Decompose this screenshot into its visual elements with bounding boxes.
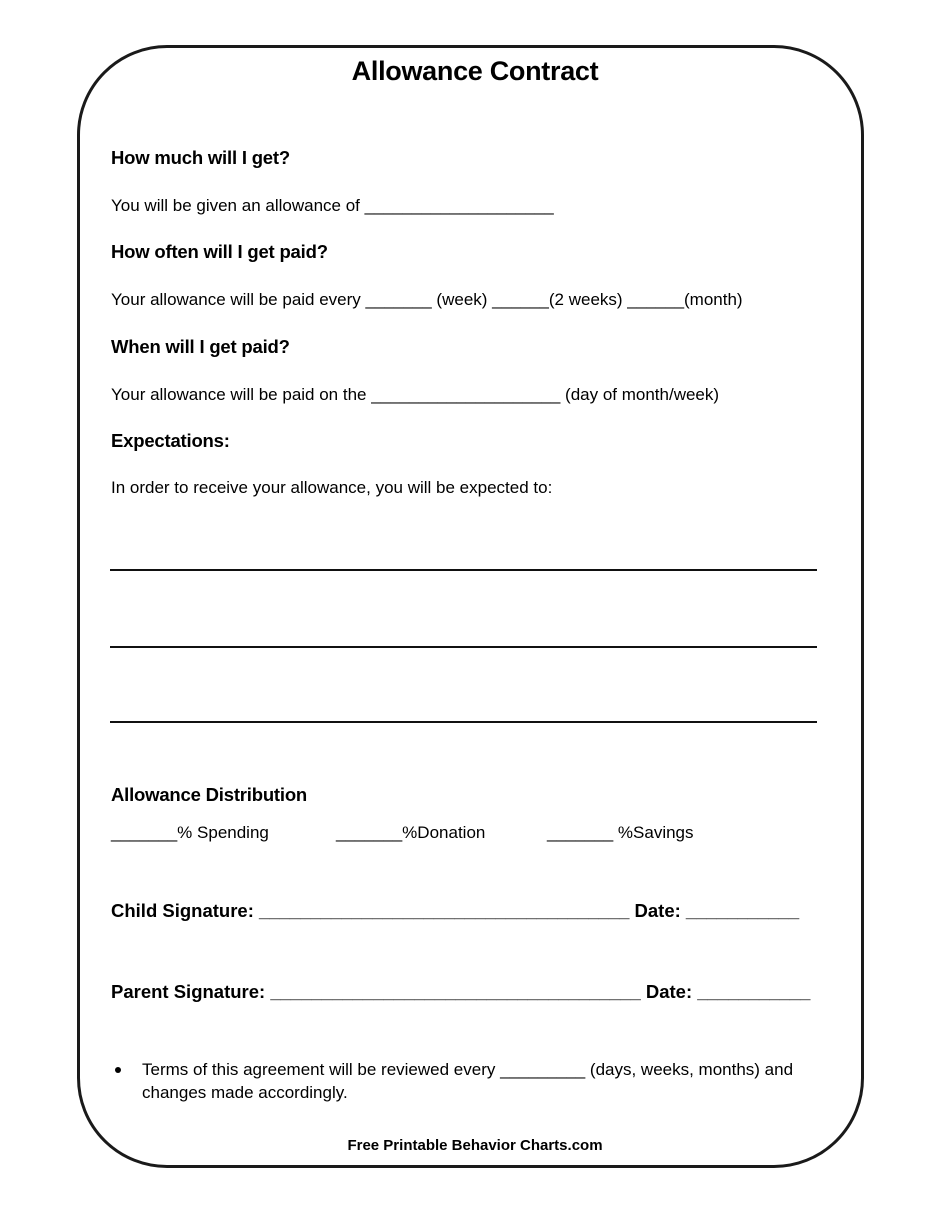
child-signature-line: Child Signature: ____________________________________ Date: ___________ bbox=[111, 900, 800, 921]
expectation-line-3[interactable] bbox=[110, 721, 817, 723]
heading-expectations: Expectations: bbox=[111, 430, 230, 451]
spending-percent: _______% Spending bbox=[111, 823, 269, 842]
heading-how-often: How often will I get paid? bbox=[111, 241, 328, 262]
expectations-intro: In order to receive your allowance, you will be expected to: bbox=[111, 478, 553, 497]
heading-distribution: Allowance Distribution bbox=[111, 784, 308, 805]
savings-percent: _______ %Savings bbox=[547, 823, 694, 842]
expectation-line-2[interactable] bbox=[110, 646, 817, 648]
page-title: Allowance Contract bbox=[351, 56, 599, 86]
footer-brand: Free Printable Behavior Charts.com bbox=[347, 1137, 603, 1154]
heading-how-much: How much will I get? bbox=[111, 147, 290, 168]
terms-note: Terms of this agreement will be reviewed every _________ (days, weeks, months) and changes made accordingly. bbox=[142, 1060, 794, 1102]
payment-day-line: Your allowance will be paid on the ____________________ (day of month/week) bbox=[111, 385, 720, 404]
allowance-amount-line: You will be given an allowance of ____________________ bbox=[111, 196, 554, 215]
heading-when: When will I get paid? bbox=[111, 336, 290, 357]
parent-signature-line: Parent Signature: ____________________________________ Date: ___________ bbox=[111, 981, 811, 1002]
expectation-line-1[interactable] bbox=[110, 569, 817, 571]
donation-percent: _______%Donation bbox=[336, 823, 486, 842]
payment-frequency-line: Your allowance will be paid every _______ (week) ______(2 weeks) ______(month) bbox=[111, 290, 743, 309]
bullet-icon bbox=[115, 1067, 121, 1073]
